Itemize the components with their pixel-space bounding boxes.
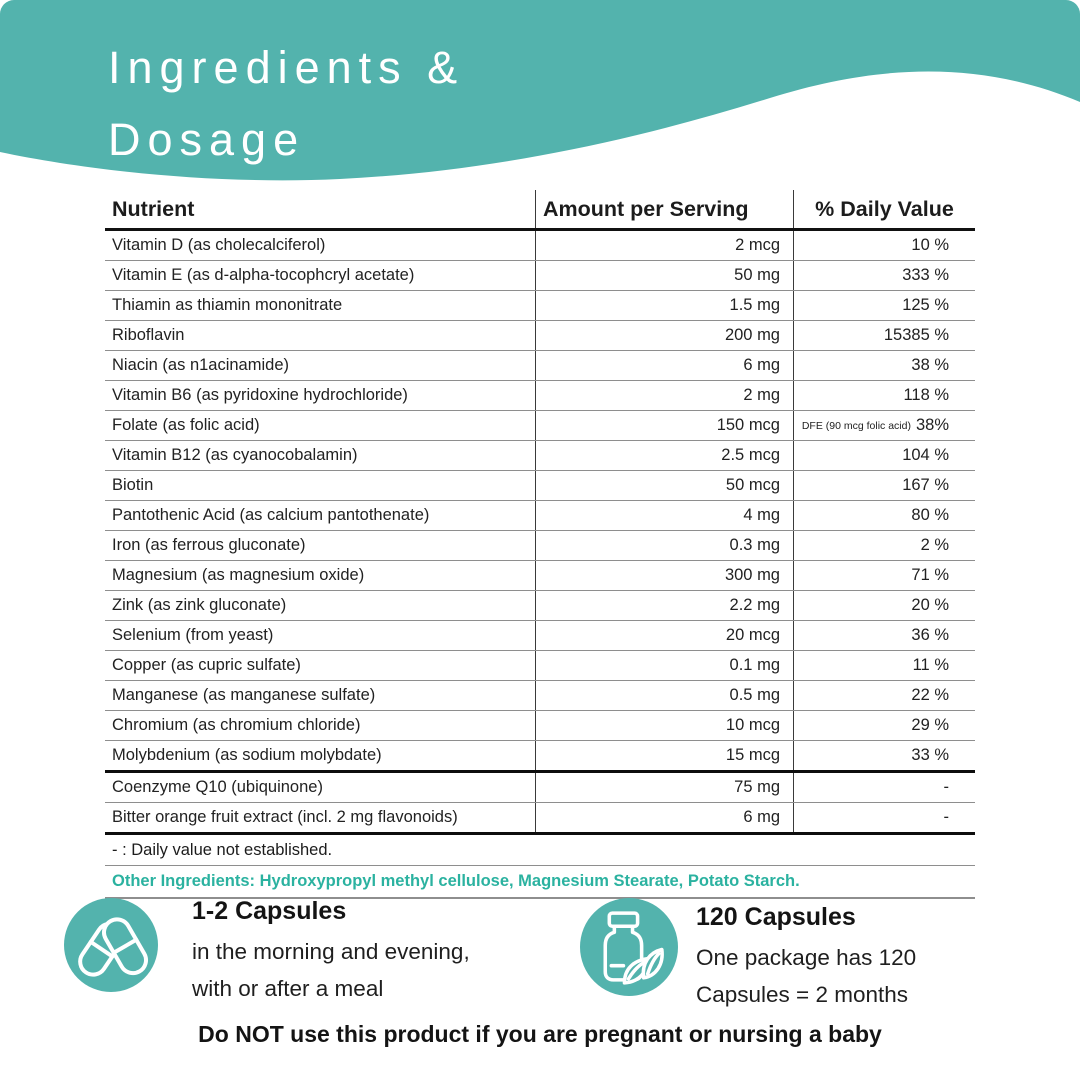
nutrient-name: Manganese (as manganese sulfate) [112, 686, 376, 704]
nutrient-amount: 2 mg [535, 381, 793, 410]
column-header-amount: Amount per Serving [535, 190, 793, 228]
nutrient-daily-value [793, 531, 975, 560]
daily-value-number: 22 % [911, 686, 949, 704]
dosage-line1: in the morning and evening, [192, 939, 470, 964]
daily-value-footnote: - : Daily value not established. [105, 835, 975, 866]
page-title-line1: Ingredients & [108, 42, 465, 93]
nutrient-name: Folate (as folic acid) [112, 416, 260, 434]
table-row [105, 681, 975, 711]
package-info [696, 903, 916, 1013]
capsules-icon [64, 898, 158, 992]
supplement-bottle-icon [580, 898, 678, 996]
nutrient-name: Magnesium (as magnesium oxide) [112, 566, 365, 584]
nutrient-amount: 6 mg [535, 351, 793, 380]
table-row [105, 231, 975, 261]
nutrient-daily-value [793, 441, 975, 470]
column-header-nutrient: Nutrient [112, 196, 195, 221]
daily-value-number: 38 % [911, 356, 949, 374]
daily-value-number: 20 % [911, 596, 949, 614]
table-row [105, 441, 975, 471]
nutrient-daily-value [793, 471, 975, 500]
column-header-daily-value: % Daily Value [793, 190, 975, 228]
daily-value-number: 71 % [911, 566, 949, 584]
nutrient-name: Pantothenic Acid (as calcium pantothenate) [112, 506, 430, 524]
nutrient-name: Riboflavin [112, 326, 185, 344]
teal-wave-shape [0, 0, 1080, 215]
table-row [105, 501, 975, 531]
nutrient-daily-value [793, 291, 975, 320]
dosage-icon-badge [64, 898, 158, 992]
nutrient-amount: 50 mg [535, 261, 793, 290]
table-row [105, 381, 975, 411]
nutrient-amount: 300 mg [535, 561, 793, 590]
table-row [105, 321, 975, 351]
dosage-instructions [192, 897, 470, 1007]
package-line2: Capsules = 2 months [696, 982, 908, 1007]
dosage-title: 1-2 Capsules [192, 897, 347, 925]
table-row [105, 651, 975, 681]
nutrient-amount: 15 mcg [535, 741, 793, 770]
table-row [105, 411, 975, 441]
nutrient-daily-value [793, 741, 975, 770]
nutrient-daily-value [793, 591, 975, 620]
nutrient-table-body [105, 231, 975, 835]
nutrient-name: Niacin (as n1acinamide) [112, 356, 289, 374]
daily-value-number: 36 % [911, 626, 949, 644]
nutrient-name: Copper (as cupric sulfate) [112, 656, 301, 674]
package-line1: One package has 120 [696, 945, 917, 970]
daily-value-number: 118 % [903, 386, 949, 404]
nutrient-daily-value [793, 321, 975, 350]
dosage-line2: with or after a meal [192, 976, 384, 1001]
nutrient-daily-value [793, 651, 975, 680]
nutrient-name: Vitamin B12 (as cyanocobalamin) [112, 446, 358, 464]
nutrient-daily-value [793, 773, 975, 802]
nutrient-amount: 75 mg [535, 773, 793, 802]
nutrient-name: Chromium (as chromium chloride) [112, 716, 361, 734]
hero-header [0, 0, 1080, 215]
nutrient-amount: 20 mcg [535, 621, 793, 650]
nutrient-daily-value [793, 681, 975, 710]
daily-value-number: 2 % [920, 536, 949, 554]
nutrient-amount: 2 mcg [535, 231, 793, 260]
daily-value-number: 10 % [911, 236, 949, 254]
package-icon-badge [580, 898, 678, 996]
nutrient-name: Vitamin D (as cholecalciferol) [112, 236, 326, 254]
table-row [105, 531, 975, 561]
daily-value-number: 104 % [902, 446, 949, 464]
nutrient-name: Iron (as ferrous gluconate) [112, 536, 306, 554]
daily-value-number: 80 % [911, 506, 949, 524]
nutrient-amount: 0.1 mg [535, 651, 793, 680]
table-row [105, 471, 975, 501]
nutrient-table [105, 190, 975, 899]
daily-value-number: 33 % [911, 746, 949, 764]
daily-value-number: 29 % [911, 716, 949, 734]
nutrient-name: Zink (as zink gluconate) [112, 596, 287, 614]
table-row [105, 711, 975, 741]
table-header-row [105, 190, 975, 231]
nutrient-amount: 6 mg [535, 803, 793, 832]
nutrient-amount: 50 mcg [535, 471, 793, 500]
nutrient-amount: 10 mcg [535, 711, 793, 740]
table-row [105, 773, 975, 803]
daily-value-note: DFE (90 mcg folic acid) [801, 419, 911, 432]
table-row [105, 351, 975, 381]
other-ingredients-note: Other Ingredients: Hydroxypropyl methyl cellulose, Magnesium Stearate, Potato Starch. [105, 866, 975, 899]
nutrient-name: Coenzyme Q10 (ubiquinone) [112, 778, 323, 796]
nutrient-amount: 0.5 mg [535, 681, 793, 710]
nutrient-amount: 2.5 mcg [535, 441, 793, 470]
nutrient-name: Selenium (from yeast) [112, 626, 274, 644]
table-row [105, 291, 975, 321]
nutrient-daily-value [793, 231, 975, 260]
table-row [105, 803, 975, 835]
nutrient-amount: 4 mg [535, 501, 793, 530]
nutrient-daily-value [793, 621, 975, 650]
nutrient-daily-value [793, 411, 975, 440]
table-row [105, 621, 975, 651]
nutrient-name: Vitamin E (as d-alpha-tocophcryl acetate) [112, 266, 415, 284]
daily-value-number: 38% [915, 416, 949, 434]
page-title-line2: Dosage [108, 114, 306, 165]
nutrient-amount: 1.5 mg [535, 291, 793, 320]
nutrient-daily-value [793, 261, 975, 290]
nutrient-amount: 150 mcg [535, 411, 793, 440]
daily-value-number: 167 % [902, 476, 949, 494]
nutrient-amount: 200 mg [535, 321, 793, 350]
daily-value-number: 125 % [902, 296, 949, 314]
daily-value-number: - [943, 778, 949, 796]
daily-value-number: 11 % [912, 656, 949, 674]
table-row [105, 591, 975, 621]
nutrient-name: Vitamin B6 (as pyridoxine hydrochloride) [112, 386, 408, 404]
pregnancy-warning: Do NOT use this product if you are pregnant or nursing a baby [198, 1021, 882, 1047]
nutrient-daily-value [793, 381, 975, 410]
nutrient-name: Bitter orange fruit extract (incl. 2 mg flavonoids) [112, 808, 458, 826]
nutrient-name: Thiamin as thiamin mononitrate [112, 296, 343, 314]
nutrient-amount: 2.2 mg [535, 591, 793, 620]
nutrient-name: Biotin [112, 476, 154, 494]
nutrient-daily-value [793, 501, 975, 530]
nutrient-name: Molybdenium (as sodium molybdate) [112, 746, 382, 764]
table-row [105, 741, 975, 773]
daily-value-number: 333 % [902, 266, 949, 284]
nutrient-amount: 0.3 mg [535, 531, 793, 560]
nutrient-daily-value [793, 711, 975, 740]
nutrient-daily-value [793, 803, 975, 832]
daily-value-number: - [943, 808, 949, 826]
nutrient-daily-value [793, 351, 975, 380]
nutrient-daily-value [793, 561, 975, 590]
table-row [105, 561, 975, 591]
daily-value-number: 15385 % [883, 326, 949, 344]
package-title: 120 Capsules [696, 903, 856, 931]
table-row [105, 261, 975, 291]
